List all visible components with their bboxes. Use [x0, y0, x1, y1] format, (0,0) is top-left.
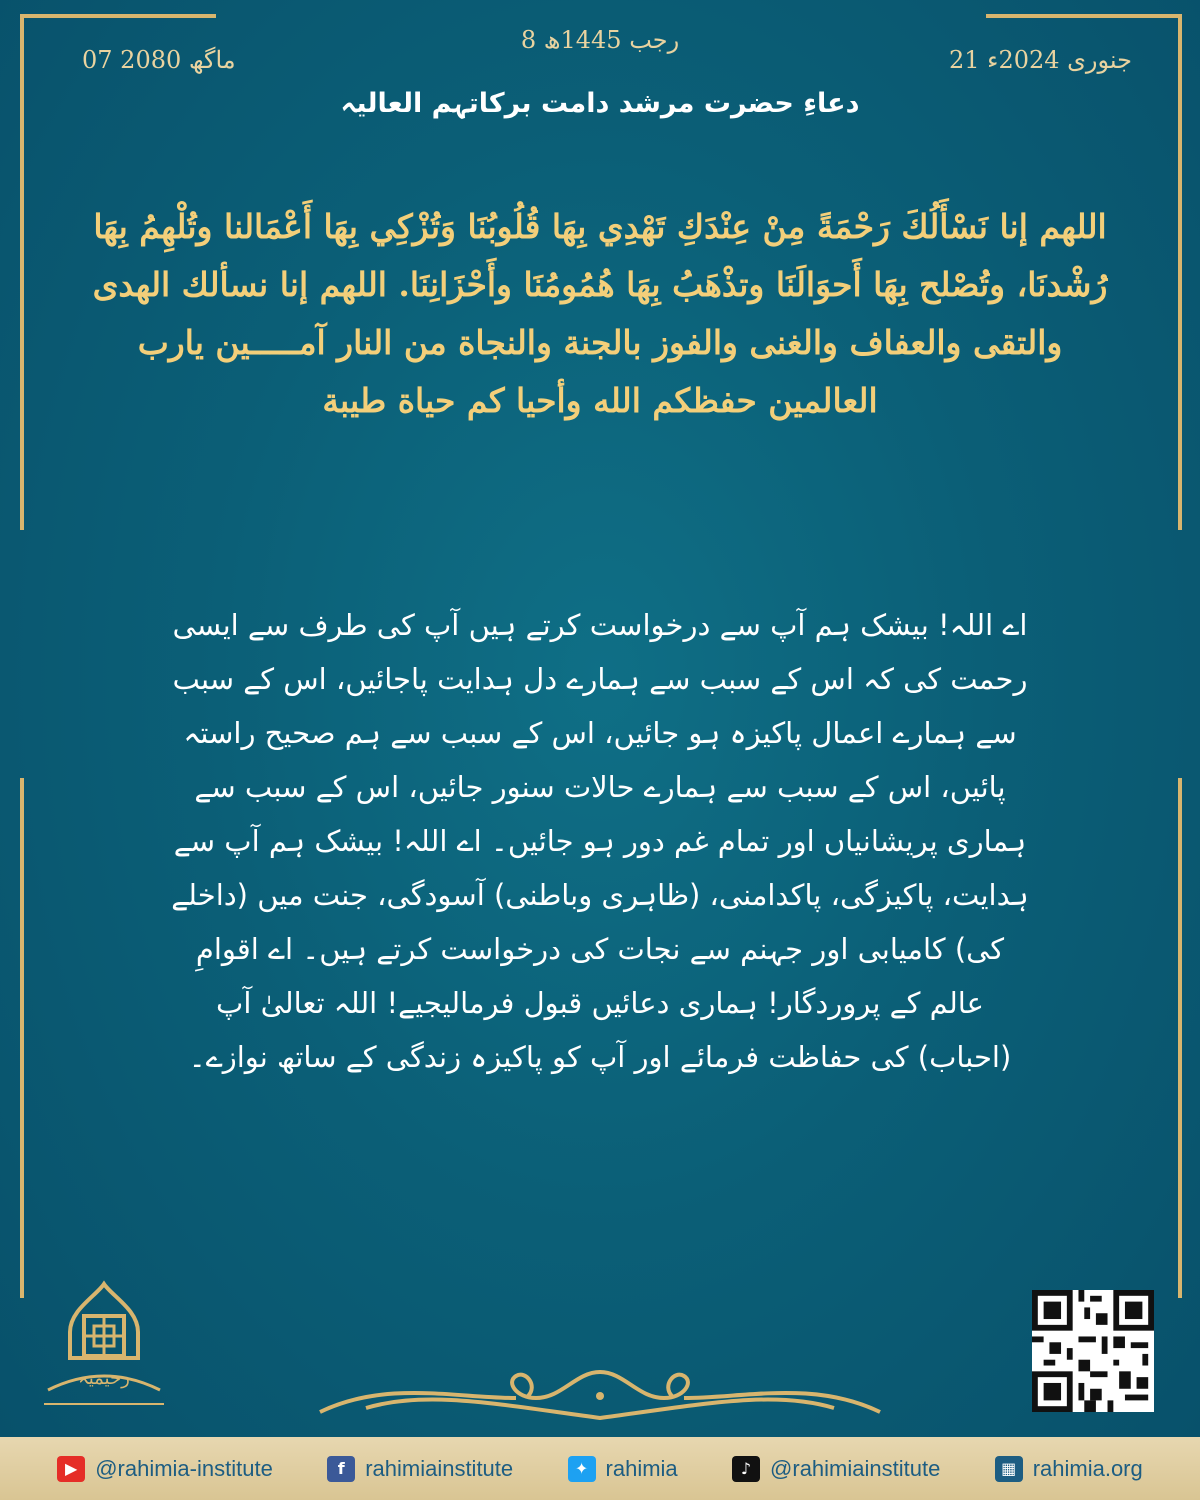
frame-top-left [20, 14, 216, 18]
youtube-handle[interactable]: @rahimia-institute [95, 1455, 273, 1481]
facebook-handle[interactable]: rahimiainstitute [365, 1455, 514, 1481]
youtube-icon: ▶ [57, 1456, 85, 1482]
page-title: دعاءِ حضرت مرشد دامت برکاتہم العالیہ [340, 88, 860, 119]
tiktok-handle[interactable]: @rahimiainstitute [770, 1455, 941, 1481]
social-facebook[interactable] [327, 1456, 513, 1482]
twitter-handle[interactable]: rahimia [605, 1455, 678, 1481]
social-footer [0, 1437, 1200, 1500]
qr-code[interactable] [1032, 1290, 1154, 1412]
gregorian-date: 21 جنوری 2024ء [948, 46, 1132, 74]
frame-left-lower [20, 778, 24, 1298]
decorative-ornament [306, 1368, 894, 1424]
web-icon: ▦ [995, 1456, 1023, 1482]
urdu-translation: اے اللہ! بیشک ہم آپ سے درخواست کرتے ہیں آپ کی طرف سے ایسی رحمت کی کہ اس کے سبب سے ہمارے دل ہدایت پاجائیں، اس کے سبب سے ہمارے اعمال پاکیزہ ہو جائیں، اس کے سبب سے ہم صحیح راستہ پائیں، اس کے سبب سے ہمارے حالات سنور جائیں، اس کے سبب سے ہماری پریشانیاں اور تمام غم دور ہو جائیں۔ اے اللہ! بیشک ہم آپ سے ہدایت، پاکیزگی، پاکدامنی، (ظاہری وباطنی) آسودگی، جنت میں (داخلے کی) کامیابی اور جہنم سے نجات کی درخواست کرتے ہیں۔ اے اقوامِ عالم کے پروردگار! ہماری دعائیں قبول فرمالیجیے! اللہ تعالیٰ آپ (احباب) کی حفاظت فرمائے اور آپ کو پاکیزہ زندگی کے ساتھ نوازے۔ [171, 608, 1029, 1074]
hijri-date: 8 رجب 1445ھ [520, 26, 680, 54]
twitter-icon: ✦ [568, 1456, 596, 1482]
website-handle[interactable]: rahimia.org [1032, 1455, 1143, 1481]
tiktok-icon: ♪ [732, 1456, 760, 1482]
social-website[interactable] [995, 1456, 1143, 1482]
frame-right-lower [1178, 778, 1182, 1298]
rahimia-logo [40, 1280, 168, 1415]
logo-text: رحیمیہ [78, 1368, 130, 1389]
facebook-icon: f [327, 1456, 355, 1482]
social-twitter[interactable] [568, 1456, 678, 1482]
frame-top-right [986, 14, 1182, 18]
social-tiktok[interactable] [732, 1456, 940, 1482]
desi-date: 07 ماگھ 2080 [82, 46, 236, 74]
social-youtube[interactable] [57, 1456, 273, 1482]
arabic-dua: اللهم إنا نَسْأَلُكَ رَحْمَةً مِنْ عِنْدَكِ تَهْدِي بِهَا قُلُوبُنَا وَتُزْكِي بِهَا أَعْمَالنا وتُلْهِمُ بِهَا رُشْدنَا، وتُصْلح بِهَا أَحوَالَنَا وتذْهَبُ بِهَا هُمُومُنَا وأَحْزَانِنَا. اللهم إنا نسألك الهدى والتقى والعفاف والغنى والفوز بالجنة والنجاة من النار آمـــــين يارب العالمين حفظكم الله وأحيا كم حياة طيبة [92, 207, 1108, 420]
